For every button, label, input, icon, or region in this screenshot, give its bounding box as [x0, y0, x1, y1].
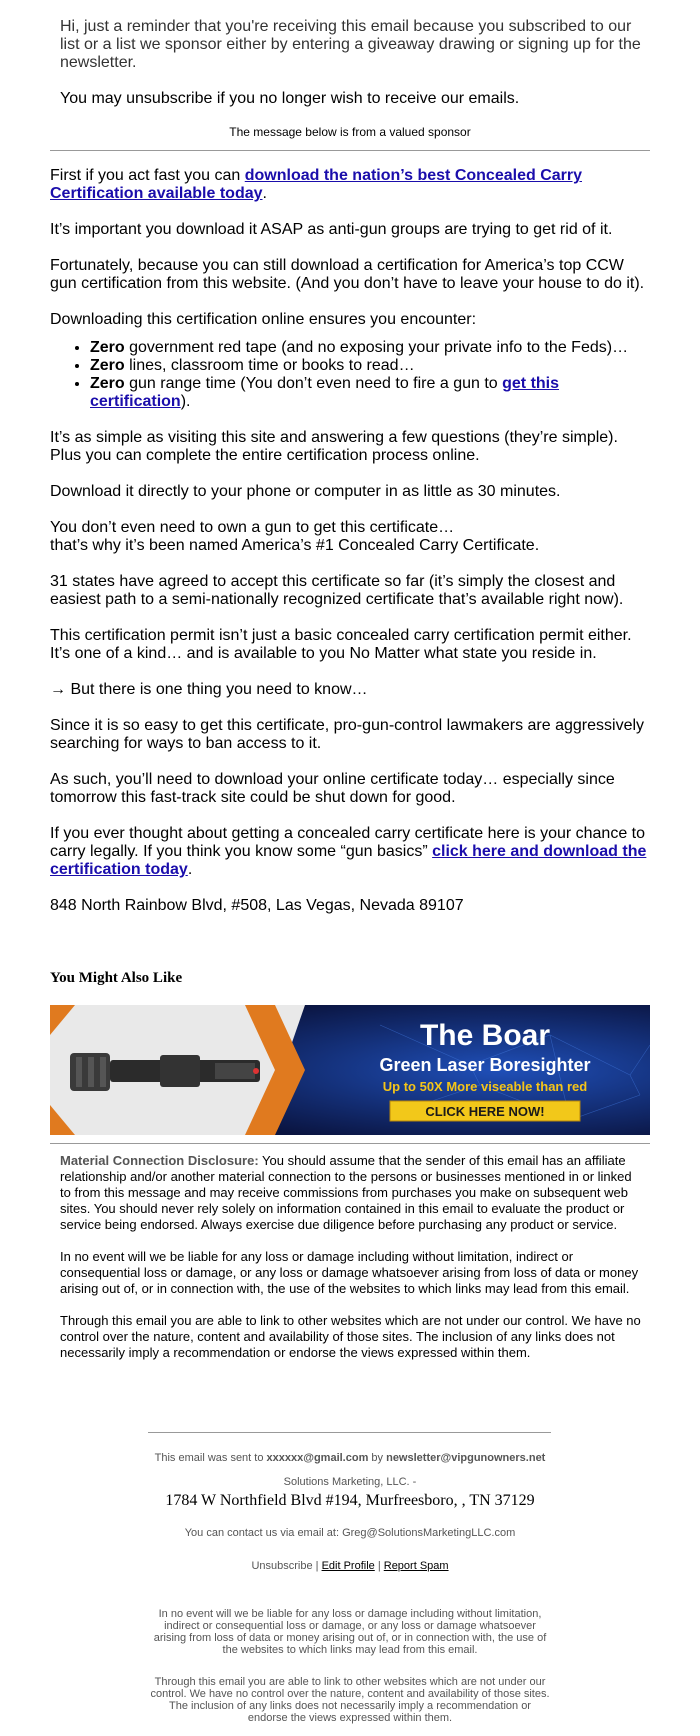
text: Plus you can complete the entire certification process online.	[50, 447, 480, 464]
text: This certification permit isn’t just a basic concealed carry certification permit either.	[50, 627, 632, 644]
report-spam-link[interactable]: Report Spam	[383, 1560, 449, 1572]
text: If you ever thought about getting a concealed carry certificate here is your chance to carry legally. If you think you know some “gun basics”	[50, 825, 646, 860]
list-item	[90, 339, 655, 357]
banner-graphic[interactable]	[50, 1005, 650, 1135]
text: You should assume that the sender of this email has an affiliate relationship and/or another material connection to the persons or businesses mentioned in or linked to from this message and may receive commissions from purchases you make on subsequent web sites. You should never rely solely on information contained in this email to evaluate the product or service being endorsed. Always exercise due diligence before purchasing any product or service.	[60, 1153, 632, 1232]
text: It’s one of a kind… and is available to you No Matter what state you reside in.	[50, 645, 597, 662]
reminder-text: Hi, just a reminder that you're receiving this email because you subscribed to our list or a list we sponsor either by entering a giveaway drawing or signing up for the newsletter.	[60, 18, 641, 71]
sponsor-note: The message below is from a valued sponsor	[229, 125, 471, 139]
paragraph	[50, 627, 655, 663]
company-address: 1784 W Northfield Blvd #194, Murfreesboro, , TN 37129	[165, 1492, 535, 1509]
text: lines, classroom time or books to read…	[124, 357, 415, 374]
text: It’s as simple as visiting this site and answering a few questions (they’re simple).	[50, 429, 618, 446]
benefits-list	[50, 339, 655, 411]
company-name: Solutions Marketing, LLC. -	[283, 1476, 417, 1488]
footer-liability: In no event will we be liable for any loss or damage including without limitation, indirect or consequential loss or damage, or any loss or damage whatsoever arising from loss of data or money arising out of, or in connection with, the use of the websites to which links may lead from this email.	[153, 1608, 547, 1656]
disclosure-label: Material Connection Disclosure:	[60, 1153, 259, 1168]
separator: |	[312, 1560, 322, 1572]
list-item	[90, 375, 655, 411]
text: .	[187, 861, 193, 878]
liability-paragraph: In no event will we be liable for any loss or damage including without limitation, indirect or consequential loss or damage, or any loss or damage whatsoever arising from loss of data or money arising out of, or in connection with, the use of the websites to which links may lead from this email.	[60, 1249, 639, 1296]
paragraph: Fortunately, because you can still download a certification for America’s top CCW gun certification from this website. (And you don’t have to leave your house to do it).	[50, 257, 645, 292]
text: This email was sent to	[154, 1452, 267, 1464]
paragraph: As such, you’ll need to download your online certificate today… especially since tomorrow this fast-track site could be shut down for good.	[50, 771, 615, 806]
footer-links-notice: Through this email you are able to link to other websites which are not under our control. We have no control over the nature, content and availability of those sites. The inclusion of any links does not necessarily imply a recommendation or endorse the views expressed within them.	[150, 1676, 550, 1724]
banner-cta-label[interactable]: CLICK HERE NOW!	[425, 1104, 545, 1119]
separator: |	[374, 1560, 384, 1572]
disclosure-paragraph	[60, 1153, 645, 1233]
links-paragraph: Through this email you are able to link to other websites which are not under our control. We have no control over the nature, content and availability of those sites. The inclusion of any links does not necessarily imply a recommendation or endorse the views expressed within them.	[60, 1313, 641, 1360]
paragraph: It’s important you download it ASAP as anti-gun groups are trying to get rid of it.	[50, 221, 613, 238]
divider	[50, 1143, 650, 1144]
contact-line: You can contact us via email at: Greg@SolutionsMarketingLLC.com	[184, 1527, 516, 1539]
text: that’s why it’s been named America’s #1 Concealed Carry Certificate.	[50, 537, 540, 554]
download-certification-today-link[interactable]: click here and download the certification today	[50, 843, 647, 878]
sent-to-line	[0, 1452, 700, 1464]
paragraph	[50, 825, 655, 879]
bold-text: Zero	[90, 375, 125, 392]
text: ).	[180, 393, 191, 410]
get-certification-link[interactable]: get this certification	[90, 375, 560, 410]
sender-email: newsletter@vipgunowners.net	[386, 1452, 546, 1464]
disclosure-block	[60, 1153, 645, 1377]
sponsor-message	[50, 167, 655, 933]
paragraph	[50, 167, 655, 203]
text: by	[368, 1452, 387, 1464]
sponsor-address: 848 North Rainbow Blvd, #508, Las Vegas, Nevada 89107	[50, 897, 464, 914]
text: First if you act fast you can	[50, 167, 245, 184]
footer-links	[0, 1560, 700, 1572]
banner-tagline: Up to 50X More viseable than red	[382, 1079, 588, 1094]
unsubscribe-text[interactable]: Unsubscribe	[251, 1560, 313, 1572]
paragraph: Download it directly to your phone or computer in as little as 30 minutes.	[50, 483, 561, 500]
ad-banner[interactable]	[50, 1005, 650, 1135]
edit-profile-link[interactable]: Edit Profile	[321, 1560, 375, 1572]
list-item	[90, 357, 655, 375]
text: You don’t even need to own a gun to get this certificate…	[50, 519, 455, 536]
paragraph: Downloading this certification online ensures you encounter:	[50, 311, 477, 328]
you-might-also-like-heading: You Might Also Like	[50, 970, 183, 986]
intro-block	[60, 18, 650, 126]
paragraph: → But there is one thing you need to know…	[50, 681, 368, 698]
paragraph	[50, 429, 655, 465]
divider	[148, 1432, 551, 1433]
recipient-email: xxxxxx@gmail.com	[266, 1452, 369, 1464]
banner-title: The Boar	[419, 1019, 551, 1052]
paragraph: 31 states have agreed to accept this certificate so far (it’s simply the closest and easiest path to a semi-nationally recognized certificate that’s available right now).	[50, 573, 624, 608]
paragraph: Since it is so easy to get this certificate, pro-gun-control lawmakers are aggressively searching for ways to ban access to it.	[50, 717, 645, 752]
text: government red tape (and no exposing your private info to the Feds)…	[124, 339, 629, 356]
bold-text: Zero	[90, 357, 125, 374]
paragraph	[50, 519, 655, 555]
download-certification-link[interactable]: download the nation’s best Concealed Carry Certification available today	[50, 167, 582, 202]
banner-subtitle: Green Laser Boresighter	[379, 1055, 591, 1075]
unsubscribe-note: You may unsubscribe if you no longer wish to receive our emails.	[60, 90, 520, 107]
bold-text: Zero	[90, 339, 125, 356]
text: .	[262, 185, 267, 202]
text: gun range time (You don’t even need to fire a gun to	[124, 375, 503, 392]
divider	[50, 150, 650, 151]
